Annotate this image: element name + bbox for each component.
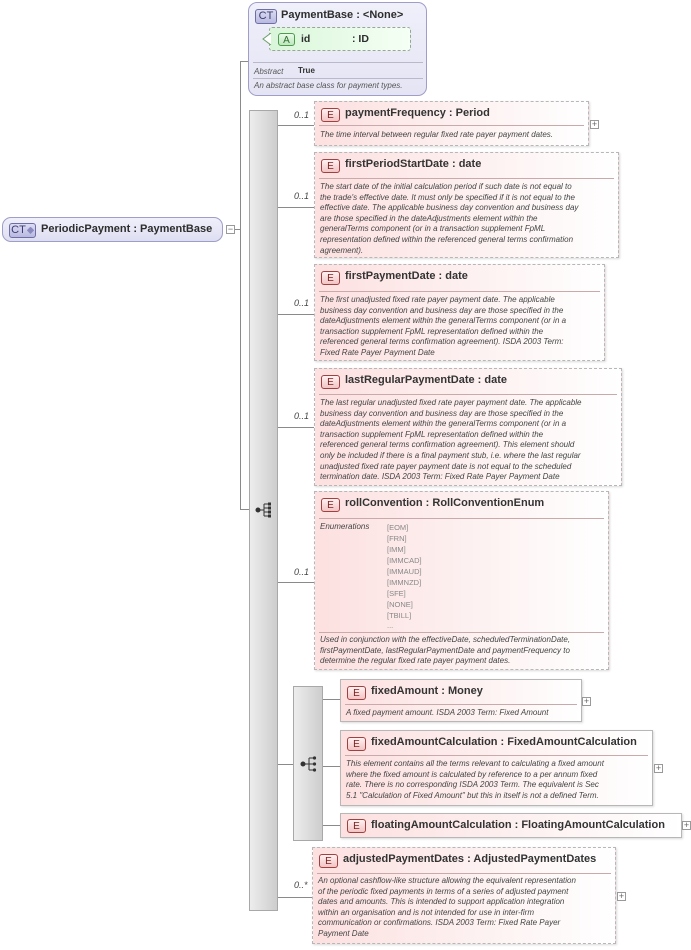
- element-doc: The start date of the initial calculation period if such date is not equal to the trade's effective date. It must only be specified if it is not equal to the effective date. The applicable business day convention and business day are those specified in the dateAdjustments element within the generalTerms component (or in a transaction supplement FpML representation defined within the referenced general terms confirmation agreement).: [320, 182, 579, 255]
- element-divider: [319, 291, 600, 292]
- element-fixed-amount-calculation[interactable]: [340, 730, 653, 806]
- element-payment-frequency[interactable]: [314, 101, 589, 146]
- element-divider: [345, 704, 577, 705]
- attribute-badge: A: [278, 33, 295, 46]
- enum-value: [SFE]: [387, 589, 406, 598]
- enum-value: [IMM]: [387, 545, 406, 554]
- element-badge: E: [321, 498, 340, 512]
- element-name: floatingAmountCalculation : FloatingAmountCalculation: [371, 819, 665, 831]
- element-fixed-amount[interactable]: [340, 679, 582, 722]
- enum-value: [TBILL]: [387, 611, 412, 620]
- element-name: paymentFrequency : Period: [345, 107, 490, 119]
- periodic-payment-type-box[interactable]: [2, 217, 223, 242]
- element-name: rollConvention : RollConventionEnum: [345, 497, 545, 509]
- enum-value: [IMMAUD]: [387, 567, 422, 576]
- complex-type-badge: CT: [255, 9, 277, 24]
- periodic-payment-title: PeriodicPayment : PaymentBase: [41, 223, 213, 235]
- enum-value: [FRN]: [387, 534, 407, 543]
- element-badge: E: [321, 159, 340, 173]
- element-divider: [319, 632, 604, 633]
- occurrence-label: 0..1: [294, 298, 310, 308]
- enum-value: ...: [387, 621, 394, 630]
- element-badge: E: [347, 819, 366, 833]
- element-name: adjustedPaymentDates : AdjustedPaymentDates: [343, 853, 597, 865]
- element-last-regular-payment-date[interactable]: [314, 368, 622, 486]
- element-divider: [345, 755, 648, 756]
- element-badge: E: [347, 737, 366, 751]
- base-type-title: PaymentBase : <None>: [281, 9, 404, 21]
- element-floating-amount-calculation[interactable]: [340, 813, 682, 838]
- base-type-divider-2: [253, 78, 423, 79]
- enumerations-label: Enumerations: [320, 522, 370, 531]
- attribute-id[interactable]: [269, 27, 411, 51]
- base-type-divider: [253, 62, 423, 63]
- element-badge: E: [321, 375, 340, 389]
- sequence-icon: [255, 502, 273, 518]
- element-doc: The time interval between regular fixed rate payer payment dates.: [320, 130, 554, 139]
- attribute-name: id: [301, 33, 311, 45]
- abstract-label: Abstract: [254, 67, 284, 76]
- expand-toggle[interactable]: +: [655, 763, 662, 773]
- enum-value: [EOM]: [387, 523, 409, 532]
- collapse-toggle[interactable]: −: [227, 224, 234, 234]
- complex-type-badge: [9, 223, 36, 238]
- attribute-type: : ID: [352, 33, 369, 45]
- element-name: firstPaymentDate : date: [345, 270, 468, 282]
- element-divider: [319, 518, 604, 519]
- expand-toggle[interactable]: +: [583, 696, 590, 706]
- element-badge: E: [347, 686, 366, 700]
- expand-toggle[interactable]: +: [591, 119, 598, 129]
- expand-toggle[interactable]: +: [683, 820, 690, 830]
- element-first-period-start-date[interactable]: [314, 152, 619, 258]
- element-doc: A fixed payment amount. ISDA 2003 Term: Fixed Amount: [346, 708, 549, 717]
- enum-value: [IMMCAD]: [387, 556, 422, 565]
- occurrence-label: 0..*: [294, 880, 308, 890]
- choice-icon: [300, 756, 318, 772]
- element-doc: The last regular unadjusted fixed rate payer payment date. The applicable business day convention and business day are those specified in the dateAdjustments element within the generalTerms component (or in a transaction supplement FpML representation defined within the referenced general terms confirmation agreement). This element should only be included if there is a final payment stub, i.e. where the last regular unadjusted fixed rate payer payment date is not equal to the scheduled termination date. ISDA 2003 Term: Fixed Rate Payer Payment Date: [320, 398, 582, 482]
- element-divider: [319, 394, 617, 395]
- element-doc: An optional cashflow-like structure allowing the equivalent representation of the periodic fixed payments in terms of a series of adjusted payment dates and amounts. This is intended to support application integration within an organisation and is not intended for use in inter-firm communication or confirmations. ISDA 2003 Term: Fixed Rate Payer Payment Date: [318, 876, 576, 938]
- element-divider: [319, 178, 614, 179]
- occurrence-label: 0..1: [294, 191, 310, 201]
- occurrence-label: 0..1: [294, 411, 310, 421]
- attribute-connector-icon: [262, 33, 272, 45]
- element-name: fixedAmount : Money: [371, 685, 483, 697]
- element-name: lastRegularPaymentDate : date: [345, 374, 507, 386]
- element-badge: E: [321, 108, 340, 122]
- complex-type-badge-text: CT: [11, 224, 26, 236]
- occurrence-label: 0..1: [294, 110, 310, 120]
- element-badge: E: [319, 854, 338, 868]
- element-doc: Used in conjunction with the effectiveDate, scheduledTerminationDate, firstPaymentDate, lastRegularPaymentDate and paymentFrequency to determine the regular fixed rate payer payment dates.: [320, 635, 571, 666]
- element-roll-convention[interactable]: [314, 491, 609, 670]
- complex-type-extension-icon: [27, 227, 34, 234]
- element-divider: [319, 125, 584, 126]
- element-divider: [317, 873, 611, 874]
- element-badge: E: [321, 271, 340, 285]
- element-name: firstPeriodStartDate : date: [345, 158, 482, 170]
- element-first-payment-date[interactable]: [314, 264, 605, 361]
- element-name: fixedAmountCalculation : FixedAmountCalculation: [371, 736, 637, 748]
- enum-value: [NONE]: [387, 600, 413, 609]
- element-doc: This element contains all the terms relevant to calculating a fixed amount where the fixed amount is calculated by reference to a per annum fixed rate. There is no corresponding ISDA 2003 Term. The equivalent is Sec 5.1 "Calculation of Fixed Amount" but this in itself is not a defined Term.: [346, 759, 604, 800]
- abstract-value: True: [298, 66, 315, 75]
- element-adjusted-payment-dates[interactable]: [312, 847, 616, 944]
- element-doc: The first unadjusted fixed rate payer payment date. The applicable business day convention and business day are those specified in the dateAdjustments element within the generalTerms component (or in a transaction supplement FpML representation defined within the referenced general terms confirmation agreement). ISDA 2003 Term: Fixed Rate Payer Payment Date: [320, 295, 567, 357]
- expand-toggle[interactable]: +: [618, 891, 625, 901]
- enum-value: [IMMNZD]: [387, 578, 422, 587]
- occurrence-label: 0..1: [294, 567, 310, 577]
- base-type-description: An abstract base class for payment types.: [254, 81, 403, 90]
